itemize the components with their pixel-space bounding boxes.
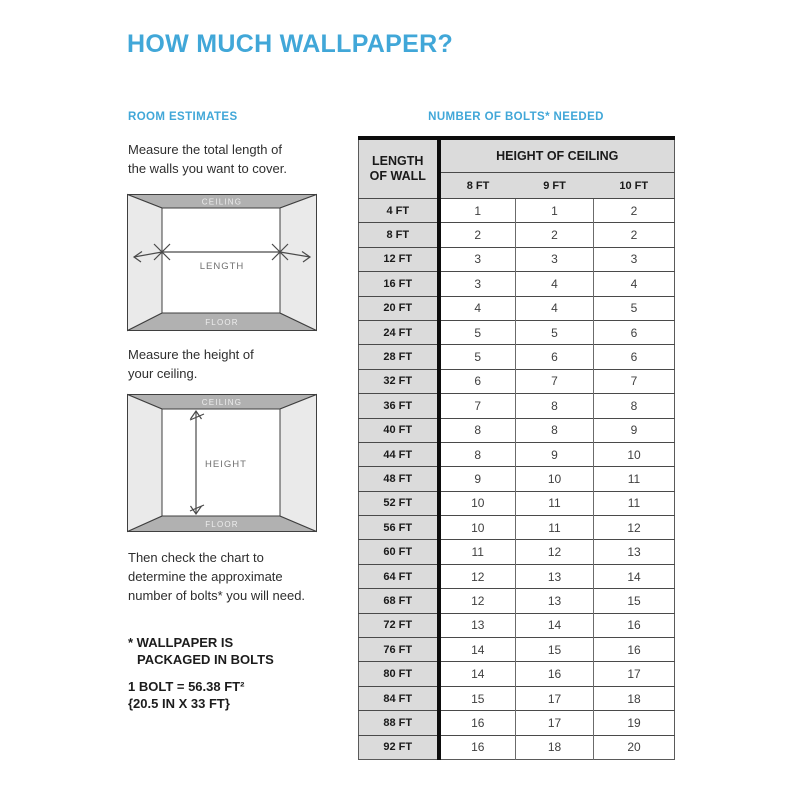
bolt-count-cell: 8 <box>439 418 516 442</box>
bolt-count-cell: 15 <box>594 589 675 613</box>
room-diagram-height <box>126 393 318 533</box>
bolt-count-cell: 6 <box>594 345 675 369</box>
bolt-count-cell: 4 <box>516 272 594 296</box>
ceiling-8ft-header: 8 FT <box>439 173 516 199</box>
bolt-count-cell: 14 <box>594 564 675 588</box>
table-row <box>359 564 675 588</box>
bolt-count-cell: 3 <box>516 247 594 271</box>
bolt-count-cell: 8 <box>516 394 594 418</box>
bolt-count-cell: 5 <box>439 320 516 344</box>
bolt-count-cell: 17 <box>594 662 675 686</box>
wall-length-cell: 48 FT <box>359 467 439 491</box>
bolt-count-cell: 12 <box>439 564 516 588</box>
length-measure-label: LENGTH <box>199 261 245 272</box>
bolt-count-cell: 12 <box>439 589 516 613</box>
wall-length-cell: 36 FT <box>359 394 439 418</box>
bolt-count-cell: 18 <box>516 735 594 759</box>
bolt-count-cell: 7 <box>439 394 516 418</box>
bolt-count-cell: 5 <box>516 320 594 344</box>
table-row <box>359 589 675 613</box>
table-header-row <box>359 138 675 173</box>
bolt-count-cell: 1 <box>439 199 516 223</box>
bolt-count-cell: 14 <box>439 638 516 662</box>
bolt-count-cell: 10 <box>594 442 675 466</box>
wall-length-cell: 52 FT <box>359 491 439 515</box>
table-row <box>359 613 675 637</box>
instruction-line: your ceiling. <box>128 366 198 381</box>
wall-length-cell: 16 FT <box>359 272 439 296</box>
wall-length-cell: 32 FT <box>359 369 439 393</box>
bolt-count-cell: 15 <box>516 638 594 662</box>
table-row <box>359 735 675 759</box>
table-row <box>359 223 675 247</box>
table-row <box>359 247 675 271</box>
table-row <box>359 686 675 710</box>
bolt-count-cell: 8 <box>516 418 594 442</box>
footnote-line: * WALLPAPER IS <box>128 635 234 650</box>
bolt-count-cell: 14 <box>439 662 516 686</box>
wall-length-cell: 68 FT <box>359 589 439 613</box>
wall-length-cell: 28 FT <box>359 345 439 369</box>
bolt-count-cell: 20 <box>594 735 675 759</box>
bolt-count-cell: 6 <box>516 345 594 369</box>
instruction-line: Then check the chart to <box>128 550 264 565</box>
instruction-line: Measure the height of <box>128 347 254 362</box>
wall-length-cell: 92 FT <box>359 735 439 759</box>
bolt-count-cell: 2 <box>594 199 675 223</box>
wall-length-cell: 64 FT <box>359 564 439 588</box>
table-row <box>359 394 675 418</box>
bolt-count-cell: 4 <box>516 296 594 320</box>
bolt-count-cell: 12 <box>516 540 594 564</box>
ceiling-9ft-header: 9 FT <box>516 173 594 199</box>
bolt-count-cell: 9 <box>516 442 594 466</box>
bolt-count-cell: 6 <box>439 369 516 393</box>
wall-length-cell: 24 FT <box>359 320 439 344</box>
instruction-line: determine the approximate <box>128 569 283 584</box>
table-row <box>359 638 675 662</box>
bolts-needed-heading: NUMBER OF BOLTS* NEEDED <box>428 111 604 123</box>
bolt-count-cell: 13 <box>516 589 594 613</box>
room-diagram-length <box>126 193 318 332</box>
wall-length-cell: 8 FT <box>359 223 439 247</box>
page-title: HOW MUCH WALLPAPER? <box>127 30 454 58</box>
bolt-count-cell: 10 <box>516 467 594 491</box>
wall-length-cell: 20 FT <box>359 296 439 320</box>
bolt-count-cell: 16 <box>516 662 594 686</box>
bolt-count-cell: 11 <box>516 491 594 515</box>
right-wall <box>280 195 317 331</box>
instruction-measure-height <box>128 345 254 383</box>
bolt-count-cell: 17 <box>516 686 594 710</box>
bolt-count-cell: 7 <box>516 369 594 393</box>
right-wall <box>280 395 317 532</box>
wall-length-cell: 44 FT <box>359 442 439 466</box>
bolt-count-cell: 15 <box>439 686 516 710</box>
table-row <box>359 467 675 491</box>
ceiling-label: CEILING <box>201 197 243 207</box>
footnote-line: PACKAGED IN BOLTS <box>137 652 274 667</box>
bolt-count-cell: 8 <box>439 442 516 466</box>
wall-length-cell: 76 FT <box>359 638 439 662</box>
wall-length-cell: 12 FT <box>359 247 439 271</box>
ceiling-height-group-header: HEIGHT OF CEILING <box>439 138 675 173</box>
instruction-line: number of bolts* you will need. <box>128 588 306 603</box>
wall-length-cell: 80 FT <box>359 662 439 686</box>
wall-length-cell: 4 FT <box>359 199 439 223</box>
ceiling-label: CEILING <box>201 398 243 407</box>
wall-length-cell: 84 FT <box>359 686 439 710</box>
table-row <box>359 491 675 515</box>
table-row <box>359 369 675 393</box>
bolt-count-cell: 4 <box>594 272 675 296</box>
bolt-count-cell: 3 <box>594 247 675 271</box>
bolt-count-cell: 1 <box>516 199 594 223</box>
table-row <box>359 540 675 564</box>
wall-length-cell: 72 FT <box>359 613 439 637</box>
room-estimates-heading: ROOM ESTIMATES <box>128 111 238 123</box>
bolt-count-cell: 16 <box>594 638 675 662</box>
height-measure-label: HEIGHT <box>205 459 247 470</box>
table-row <box>359 320 675 344</box>
instruction-line: Measure the total length of <box>128 142 282 157</box>
bolt-count-cell: 18 <box>594 686 675 710</box>
bolt-count-cell: 2 <box>439 223 516 247</box>
bolt-count-cell: 12 <box>594 516 675 540</box>
wall-length-header: LENGTH OF WALL <box>359 138 439 199</box>
table-row <box>359 345 675 369</box>
bolts-table <box>358 136 675 760</box>
wall-length-cell: 88 FT <box>359 711 439 735</box>
table-row <box>359 662 675 686</box>
bolt-count-cell: 13 <box>594 540 675 564</box>
left-wall <box>128 195 163 331</box>
bolt-count-cell: 6 <box>594 320 675 344</box>
wall-length-cell: 56 FT <box>359 516 439 540</box>
table-row <box>359 442 675 466</box>
bolt-count-cell: 11 <box>516 516 594 540</box>
bolt-count-cell: 13 <box>516 564 594 588</box>
bolt-count-cell: 16 <box>439 711 516 735</box>
table-row <box>359 199 675 223</box>
bolt-count-cell: 13 <box>439 613 516 637</box>
floor-label: FLOOR <box>205 318 239 327</box>
bolt-count-cell: 9 <box>594 418 675 442</box>
ceiling-10ft-header: 10 FT <box>594 173 675 199</box>
bolt-spec-line: 1 BOLT = 56.38 FT² <box>128 679 245 694</box>
bolt-count-cell: 3 <box>439 272 516 296</box>
bolt-count-cell: 11 <box>594 491 675 515</box>
wall-length-cell: 60 FT <box>359 540 439 564</box>
table-row <box>359 711 675 735</box>
bolt-count-cell: 16 <box>439 735 516 759</box>
wall-length-cell: 40 FT <box>359 418 439 442</box>
bolt-count-cell: 2 <box>516 223 594 247</box>
bolt-spec <box>128 678 244 712</box>
bolt-count-cell: 11 <box>439 540 516 564</box>
bolt-count-cell: 4 <box>439 296 516 320</box>
bolts-table-body <box>359 199 675 760</box>
wallpaper-footnote <box>128 634 274 668</box>
bolt-count-cell: 3 <box>439 247 516 271</box>
bolt-count-cell: 8 <box>594 394 675 418</box>
bolt-count-cell: 10 <box>439 491 516 515</box>
bolt-count-cell: 14 <box>516 613 594 637</box>
bolt-count-cell: 17 <box>516 711 594 735</box>
bolt-count-cell: 10 <box>439 516 516 540</box>
bolt-count-cell: 16 <box>594 613 675 637</box>
floor-label: FLOOR <box>205 520 239 529</box>
bolt-count-cell: 7 <box>594 369 675 393</box>
bolt-count-cell: 5 <box>594 296 675 320</box>
instruction-check-chart <box>128 548 305 605</box>
bolt-count-cell: 9 <box>439 467 516 491</box>
table-row <box>359 272 675 296</box>
table-row <box>359 418 675 442</box>
bolt-count-cell: 11 <box>594 467 675 491</box>
bolt-spec-line: {20.5 IN X 33 FT} <box>128 696 230 711</box>
instruction-line: the walls you want to cover. <box>128 161 287 176</box>
table-row <box>359 516 675 540</box>
bolt-count-cell: 5 <box>439 345 516 369</box>
table-row <box>359 296 675 320</box>
bolt-count-cell: 2 <box>594 223 675 247</box>
left-wall <box>128 395 163 532</box>
bolt-count-cell: 19 <box>594 711 675 735</box>
instruction-measure-length <box>128 140 287 178</box>
